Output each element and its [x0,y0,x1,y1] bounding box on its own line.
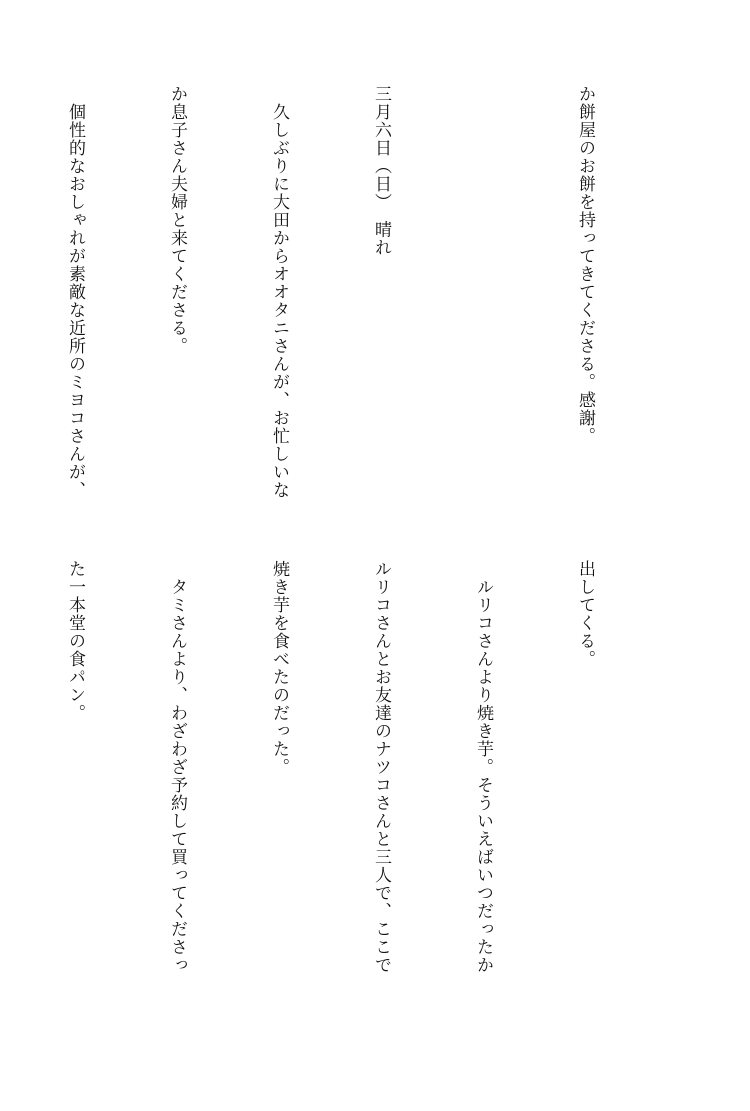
upper-text-block [65,85,670,525]
blank-line [466,85,500,525]
text-line: 焼き芋を食べたのだった。 [269,560,289,776]
text-line: 久しぶりに大田からオオタニさんが、お忙しいな [269,85,289,499]
text-line: か息子さん夫婦と来てくださる。 [167,85,187,355]
text-line: た一本堂の食パン。 [65,560,85,722]
text-line: 出してくる。 [575,560,595,668]
text-line: ルリコさんとお友達のナツコさんと三人で、ここで [371,560,391,974]
text-line: タミさんより、わざわざ予約して買ってくださっ [167,560,187,974]
lower-text-block [65,560,670,980]
text-line: か餅屋のお餅を持ってきてくださる。感謝。 [575,85,595,445]
date-heading: 三月六日（日） 晴れ [371,85,391,257]
text-line: 個性的なおしゃれが素敵な近所のミヨコさんが、 [65,85,85,499]
text-line: ルリコさんより焼き芋。そういえばいつだったか [473,560,493,974]
